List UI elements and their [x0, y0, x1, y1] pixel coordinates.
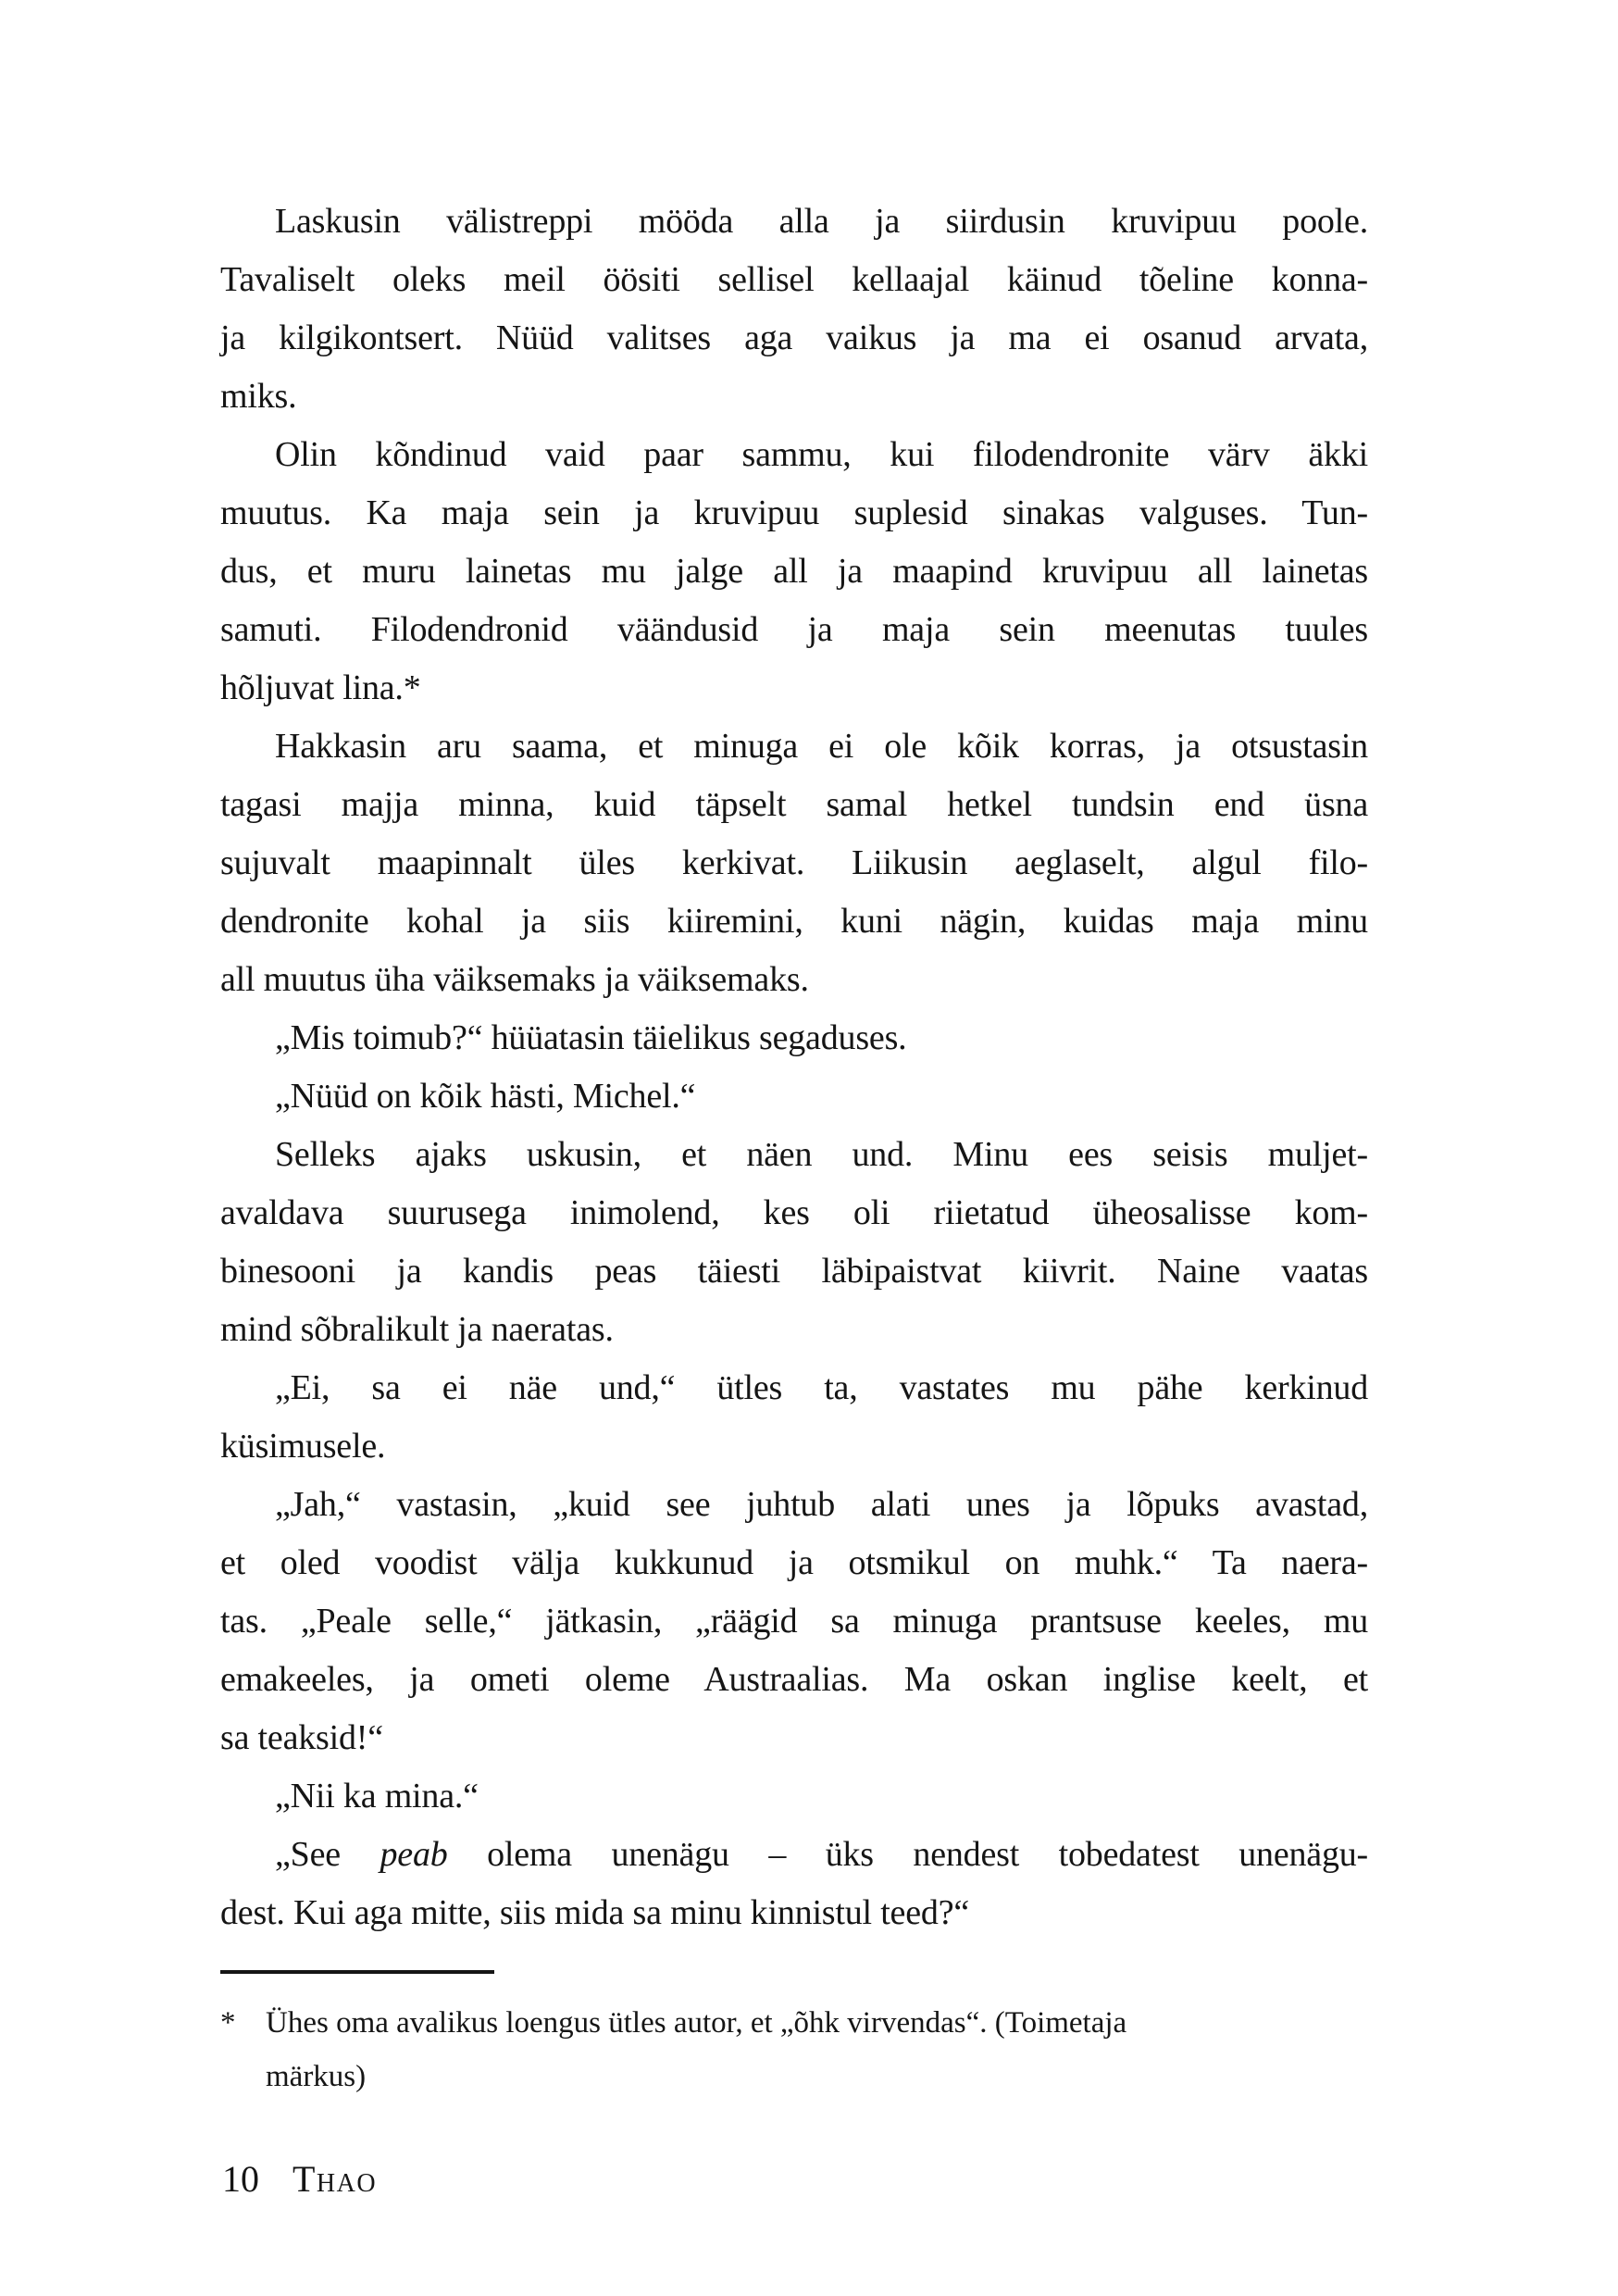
body-line: hõljuvat lina.* [220, 668, 421, 707]
body-line: binesooni ja kandis peas täiesti läbipaistvat kiivrit. Naine vaatas [220, 1252, 1368, 1291]
body-line: „Ei, sa ei näe und,“ ütles ta, vastates mu pähe kerkinud [275, 1368, 1368, 1407]
body-line: „Mis toimub?“ hüüatasin täielikus segaduses. [275, 1018, 907, 1057]
body-line: „Jah,“ vastasin, „kuid see juhtub alati unes ja lõpuks avastad, [275, 1485, 1368, 1524]
body-line: miks. [220, 377, 297, 416]
footnote-line: märkus) [266, 2060, 367, 2093]
text-segment: olema unenägu – üks nendest tobedatest unenägu- [447, 1835, 1369, 1874]
body-line: „Nüüd on kõik hästi, Michel.“ [275, 1077, 696, 1116]
footnote-lines [266, 1996, 1368, 2103]
body-text-block [220, 193, 1368, 1942]
body-line: „Nii ka mina.“ [275, 1777, 479, 1816]
body-line: avaldava suurusega inimolend, kes oli riietatud üheosalisse kom- [220, 1193, 1368, 1232]
body-line: ja kilgikontsert. Nüüd valitses aga vaikus ja ma ei osanud arvata, [220, 318, 1368, 357]
body-line: tas. „Peale selle,“ jätkasin, „räägid sa minuga prantsuse keeles, mu [220, 1602, 1368, 1641]
body-line: Laskusin välistreppi mööda alla ja siirdusin kruvipuu poole. [275, 202, 1368, 241]
body-line: samuti. Filodendronid väändusid ja maja sein meenutas tuules [220, 610, 1368, 649]
body-line: muutus. Ka maja sein ja kruvipuu suplesid sinakas valguses. Tun- [220, 493, 1368, 532]
body-line: tagasi majja minna, kuid täpselt samal hetkel tundsin end üsna [220, 785, 1368, 824]
body-line: dus, et muru lainetas mu jalge all ja maapind kruvipuu all lainetas [220, 552, 1368, 591]
footnote-block [220, 1970, 1368, 2103]
body-line: sa teaksid!“ [220, 1718, 383, 1757]
body-line: Olin kõndinud vaid paar sammu, kui filodendronite värv äkki [275, 435, 1368, 474]
footnote-line: Ühes oma avalikus loengus ütles autor, et „õhk virvendas“. (Toimetaja [266, 2006, 1127, 2040]
body-line: küsimusele. [220, 1427, 386, 1466]
footnote-marker: * [220, 2006, 236, 2040]
body-line: dendronite kohal ja siis kiiremini, kuni nägin, kuidas maja minu [220, 902, 1368, 941]
body-line: Tavaliselt oleks meil öösiti sellisel kellaajal käinud tõeline konna- [220, 260, 1368, 299]
body-line: Hakkasin aru saama, et minuga ei ole kõik korras, ja otsustasin [275, 727, 1368, 766]
body-line: Selleks ajaks uskusin, et näen und. Minu ees seisis muljet- [275, 1135, 1368, 1174]
body-line: emakeeles, ja ometi oleme Austraalias. Ma oskan inglise keelt, et [220, 1660, 1368, 1699]
body-line: mind sõbralikult ja naeratas. [220, 1310, 614, 1349]
body-line: sujuvalt maapinnalt üles kerkivat. Liikusin aeglaselt, algul filo- [220, 843, 1368, 882]
text-segment: „See [275, 1835, 380, 1874]
body-line: et oled voodist välja kukkunud ja otsmikul on muhk.“ Ta naera- [220, 1543, 1368, 1582]
footnote-separator-rule [220, 1970, 494, 1974]
footnote [220, 1996, 1368, 2103]
book-title: Thao [292, 2158, 378, 2200]
italic-text: peab [380, 1835, 448, 1874]
page-number: 10 [222, 2158, 259, 2200]
body-line: dest. Kui aga mitte, siis mida sa minu kinnistul teed?“ [220, 1893, 970, 1932]
body-line: all muutus üha väiksemaks ja väiksemaks. [220, 960, 809, 999]
body-line [220, 1826, 1368, 1884]
page-footer [222, 2157, 377, 2202]
